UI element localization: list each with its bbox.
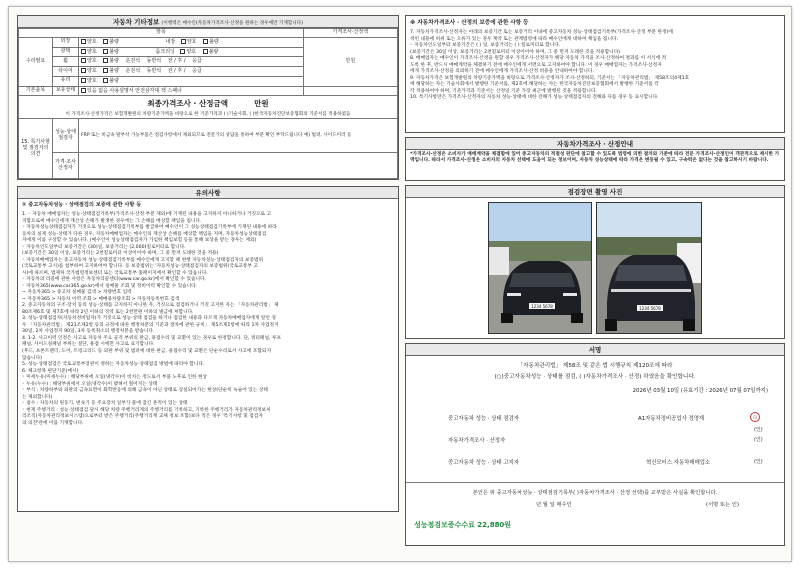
notice-line: 3. 성능·상태점검자(자동차정비업자)가 거짓으로 성능·상태 점검을 하거나 점검한 내용과 다르게 자동차매매업자에게 알린 경: [22, 316, 276, 322]
total-price-label: 최종가격조사 · 산정금액: [147, 99, 228, 109]
exterior-good-checkbox[interactable]: [81, 39, 86, 44]
warranty-line: 각 적용하여야 하며, 기준가격과 기준서는 산정일 기준 가장 최근에 발행된 것을 적용합니다.: [410, 88, 597, 94]
basic-items-text: 있음 없음 사용설명서 안전삼각대 잭 스패너: [87, 87, 182, 94]
vehicle-info-title: [18, 16, 398, 28]
notice-box: [17, 186, 399, 512]
perf-inspector-label: 성능·상태 점검자: [53, 119, 79, 153]
photo-plate-front: 1234 5678: [531, 304, 553, 309]
tire-spare-label: 응급: [192, 68, 202, 74]
price-guide-box: [405, 137, 785, 181]
vehicle-info-note: (이행력은 매수인(자동차가격조사·산정을 원하는 경우에만 기재합니다): [161, 21, 303, 26]
basic-items-checkbox[interactable]: [81, 88, 86, 93]
tire-driver-label: 운전석: [125, 68, 141, 74]
sign-date: 2026년 03월 10일 (유효기간 : 2026년 07월 07일까지): [632, 388, 768, 394]
price-guide-text: *가격조사·산정은 소비자가 매매계약을 체결함에 있어 중고자동차의 적절성 판단에 참고할 수 있도록 법령에 의한 절차와 기준에 따라 전문 가격조사·산정인이 객관적으로 제시한 가액입니다. 따라서 가격조사·산정은 소비자의 자동차 선택에 도움이 되는 정보이며, 자동차 성능상태에 따라 가격은 변동될 수 있고, 구속력은 없다는 것을 참고하시기 바랍니다.: [410, 152, 780, 164]
notice-line: 동차의 실제 성능·상태가 다른 경우, 자동차매매업자는 매수인의 재산상 손해를 배상할 책임을 지며, 자동차성능상태점검: [22, 231, 267, 237]
tire-passenger-label: 동반석: [146, 68, 162, 74]
notice-line: ◦ 현재 주행거리 : 성능·상태점검 당시 해당 차량 주행거리계의 주행거리를 기록하고, 기록한 주행거리가 자동차관리정보처: [22, 407, 271, 413]
inspector-stamp: 印: [750, 412, 760, 422]
row-roomclean-label: 룸크리닝: [155, 48, 175, 55]
notice-line: ◦ 자동차성능상태점검자가 거짓으로 성능·상태점검기록부를 발급하여 매수인이 그 성능상태점검기록부에 기재된 내용에 따라: [22, 225, 277, 231]
row-interior-label: 내장: [165, 38, 176, 45]
price-assessor-label: 가격·조사 산정자: [53, 153, 79, 179]
notice-line: 자에게 이를 구상할 수 있습니다. (매수인이 성능상태점검자가 가입한 책임보험 등을 통해 보상을 받는 경우는 제외): [22, 238, 257, 244]
head-item: 항목: [19, 29, 304, 38]
inspection-fee: 성능점검보증수수료 22,880원: [414, 521, 512, 529]
wheel-bad-checkbox[interactable]: [103, 58, 108, 63]
vehicle-info-title-text: 자동차 기타정보: [113, 18, 160, 26]
roomclean-good-checkbox[interactable]: [180, 49, 185, 54]
repair-group-label: 수리필요: [19, 37, 53, 86]
notifier-name: 혁신모터스 자동차매매업소: [646, 460, 711, 466]
notice-line: 지함으로써 매수인에게 재산상 손해가 발생한 경우에는 그 손해를 배상할 책임을 집니다.: [22, 218, 202, 224]
sign-law-line: 「자동차관리법」 제58조 및 같은 법 시행규칙 제120조에 따라: [517, 363, 673, 369]
interior-bad-checkbox[interactable]: [203, 39, 208, 44]
tire-good-checkbox[interactable]: [81, 68, 86, 73]
notice-line: ◦ 미세누유(미세누수) : 해당부위에 오일(냉각수)이 비치는 정도로서 부품 노후로 인한 현상: [22, 375, 208, 381]
total-price-row: [19, 96, 398, 119]
notice-line: 6. 체크항목 판단기준(예시): [22, 368, 79, 374]
perf-inspector-notes: FRP 또는 비금속 탈부착 가능부품은 점검사항에서 제외되므로 전문가의 상담을 통하여 부분 확인 부탁드립니다 예) 범퍼, 사이드미러 등: [79, 119, 398, 153]
tire-bad-checkbox[interactable]: [103, 68, 108, 73]
notice-line: ◦ 자동차의 리콜에 관한 사항은 자동차리콜센터(www.car.go.kr)에서 확인할 수 있습니다.: [22, 277, 207, 283]
interior-good-checkbox[interactable]: [181, 39, 186, 44]
price-warranty-box: [405, 15, 785, 133]
row-exterior-label: 외장: [53, 37, 79, 47]
sign-confirm-line: (○)중고자동차성능 · 상태를 점검, ( )자동차가격조사 · 산정) 하였음을 확인합니다.: [494, 374, 696, 380]
head-price: 가격조사·산정액: [303, 29, 397, 38]
notice-line: 80조제6호 및 제7호에 따라 2년 이하의 징역 또는 2천만원 이하의 벌금에 처합니다.: [22, 309, 194, 315]
assessor-label: 자동차가격조사 · 산정자: [448, 438, 506, 444]
exterior-bad-checkbox[interactable]: [103, 39, 108, 44]
photo-plate-rear: 1234 5678: [639, 306, 661, 311]
notice-line: 시)에 따르며, 법제처 국가법령정보센터 또는 국토교통부 홈페이지에서 확인할 수 있습니다.: [22, 270, 208, 276]
notice-title: 유의사항: [18, 187, 398, 199]
basic-items-label: 기본품목: [19, 86, 53, 96]
notice-line: 1. ◦ 자동차 매매업자는 성능·상태점검기록부(가격조사·산정 부분 제외)에 기재된 내용을 고지하지 아니하거나 거짓으로 고: [22, 212, 272, 218]
wheel-passenger-label: 동반석: [146, 58, 162, 65]
notice-line: ~ 자동차365 > 자동차 이력 조회 > 매매용차량조회 > 자동차등록번호 검색: [22, 296, 180, 302]
row-wheel-label: 휠: [53, 57, 79, 67]
warranty-line: 10. 특기사항란은 가격조사·산정자의 자동차 성능·상태에 대한 견해가 성능·상태점검자의 견해와 다를 경우 등 표시합니다.: [410, 95, 659, 101]
tire-frontrear-label: 전 / 후 /: [167, 68, 186, 74]
notice-line: (보증기간은 30일 이상, 보증거리는 2천킬로미터 이상이어야 하며, 그 중 먼저 도래한 것을 적용): [22, 251, 219, 257]
glass-good-checkbox[interactable]: [81, 78, 86, 83]
wheel-good-checkbox[interactable]: [81, 58, 86, 63]
notice-line: 않습니다): [22, 355, 42, 361]
row-glass-label: 유리: [53, 76, 79, 86]
roomclean-bad-checkbox[interactable]: [203, 49, 208, 54]
notice-line: ◦ 자동차매매업자는 중고자동차 성능·상태점검기록부를 매수인에게 고지할 때 현행 자동차성능·상태점검자의 보증범위: [22, 257, 264, 263]
warranty-line: 7. 자동차가격조사·산정자는 아래의 보증기간 또는 보증거리 이내에 중고자동차 성능·상태점검기록부(가격조사·산정 부분 한정)에: [410, 30, 673, 35]
row-exterior-options: 양호 불량 내장 양호 불량: [79, 37, 304, 47]
notifier-label: 중고자동차 성능 · 상태 고지자: [448, 460, 520, 466]
inspector-name: A1자동차정비공업사 정영재: [638, 416, 705, 422]
document-page: [8, 6, 792, 562]
photo-box: [405, 185, 785, 339]
wheel-frontrear-label: 전 / 후 /: [167, 58, 186, 65]
notice-line: ◦ 침수 : 자동차의 원동기, 변속기 등 주요장치 일부가 물에 잠긴 흔적이 있는 상태: [22, 401, 188, 407]
receipt-date: 년 월 일 매수인: [536, 502, 572, 508]
notice-line: 리조직(자동차관리정보시스템)으로부터 받은 주행거리(주행거리계 교체 정보 포함)보다 적은 경우 '특기사항 및 점검자: [22, 414, 263, 420]
warranty-line: 에 해당하는 자는 기술사회에서 발행한 기준서를, 제2호에 해당하는 자는 한국자동차진단보증협회에서 발행한 기준서를 각: [410, 82, 659, 88]
notice-line: 2. 중고자동차의 구조·장치 등의 성능·상태를 고지하지 아니한 자, 거짓으로 점검하거나 거짓 고지한 자는 「자동차관리법」 제: [22, 303, 279, 309]
total-price-footnote: 이 가격조사·산정가격은 보험개발원의 차량기준가액을 바탕으로 한 기준가격과 ( )기술사회, ( )한국자동차진단보증협회의 기준서를 적용하였음: [65, 111, 351, 117]
receipt-text: 본인은 위 중고자동차성능 · 상태점검기록부( )자동차가격조사 · 산정 선택)를 교부받은 사실을 확인합니다.: [472, 490, 718, 496]
inspection-photo-rear: [596, 202, 702, 334]
vehicle-info-table: [17, 15, 399, 180]
warranty-line: 적힌 내용에 허위 또는 오류가 있는 경우 계약 또는 관계법령에 따라 매수인에게 대하여 책임을 집니다.: [410, 36, 619, 42]
inspector-seal: (인): [754, 427, 763, 433]
notice-list: [18, 210, 398, 429]
signature-title: 서명: [406, 344, 784, 356]
left-column: [17, 15, 399, 553]
notice-line: ~ 자동차365 > 중고차 실매물 검색 > 차량번호 입력: [22, 290, 132, 296]
row-gloss-options: 양호 불량 룸크리닝 양호 불량: [79, 47, 304, 57]
assessor-seal: (인): [754, 437, 763, 443]
notice-line: ◦ 누유(누수) : 해당부위에서 오일(냉각수)이 맺혀서 떨어지는 상태: [22, 381, 158, 387]
notifier-seal: (인): [754, 459, 763, 465]
receipt-signature: (서명 또는 인): [706, 502, 740, 508]
row-gloss-label: 광택: [53, 47, 79, 57]
notice-line: (후드, 프론트펜더, 도어, 트렁크리드 등 외판 부위 및 범퍼에 대한 판금, 용접수리 및 교환은 단순수리로서 사고에 포함되지: [22, 348, 271, 354]
gloss-good-checkbox[interactable]: [81, 49, 86, 54]
inspection-photo-front: [488, 202, 592, 334]
photo-title: 점검장면 촬영 사진: [406, 186, 784, 198]
notice-line: 우 「자동차관리법」 제21조제2항 등의 규정에 따른 행정처분의 기준과 절차에 관한 규칙」 제5조제1항에 따라 1차 사업정지: [22, 322, 279, 328]
warranty-line: 9. 자동차가격은 보험개발원의 차량기준가액을 바탕으로 가격조사·산정자가 조사·산정하되, 기준서는 「자동차관리법」 제58조의4제1호: [410, 75, 690, 81]
wheel-spare-label: 응급: [192, 58, 202, 65]
wheel-driver-label: 운전석: [125, 58, 141, 65]
price-guide-title: 자동차가격조사 · 산정안내: [406, 138, 784, 150]
warranty-line: 에게 가격조사·산정을 의뢰하기 전에 매수인에게 가격조사·산정 비용을 안내하여야 합니다.: [410, 69, 594, 75]
right-column: [405, 15, 785, 553]
special-notes-label: 15. 특기사항 및 점검자의 의견: [19, 119, 53, 179]
basic-owned-label: 보유상태: [53, 86, 79, 96]
row-tire-label: 타이어: [53, 67, 79, 77]
notice-line: ◦ 자동차인도일부터 보증기간은 (30)일, 보증거리는 (2,000)킬로미터로 합니다.: [22, 244, 186, 250]
notice-line: (국토교통부 고시)를 첨부하여 고지하여야 합니다. 동 보증범위는 '자동차성능·상태점검자의 보증범위(국토교통부 고: [22, 264, 258, 270]
total-price-unit: 만원: [254, 99, 269, 109]
warranty-line: 8. 매매업자는 매수인이 가격조사·산정을 원할 경우 가격조사·산정자가 해당 자동차 가격을 조사·산정하여 결과를 이 서식에 적: [410, 56, 667, 62]
notice-subtitle: ① 중고자동차성능 · 상태점검의 보증에 관한 사항 등: [22, 202, 142, 209]
row-tire-options: 양호 불량 운전석 동반석 전 / 후 / 응급: [79, 67, 304, 77]
row-wheel-options: 양호 불량 운전석 동반석 전 / 후 / 응급: [79, 57, 304, 67]
repair-price-cell: 만원: [303, 37, 397, 86]
notice-line: ◦ 부식 : 차량하부와 외판의 금속표면이 화학반응에 의해 금속이 아닌 상태로 상실되어가는 현상(단순히 녹슬어 있는 상태: [22, 388, 268, 394]
price-warranty-title: ※ 자동차가격조사 · 산정의 보증에 관한 사항 등: [410, 20, 529, 26]
warranty-line: (보증기간은 30일 이상, 보증거리는 2천킬로미터 이상이어야 하며, 그 중 먼저 도래한 것을 적용합니다): [410, 49, 621, 55]
warranty-line: ◦ 자동차인도일부터 보증기간은 ( ) 일, 보증거리는 ( ) 킬로미터로 합니다.: [410, 43, 561, 49]
notice-line: 4. 1·2. 사고이력 인정은 사고로 자동차 주요 골격 부위의 판금, 용접수리 및 교환이 있는 경우로 한정합니다. 단, 쿼터패널, 루프: [22, 335, 282, 341]
basic-items-options: [79, 86, 304, 96]
notice-line: 는 제외합니다): [22, 394, 53, 400]
signature-box: [405, 343, 785, 546]
notice-line: ◦ 자동차365(www.car365.go.kr)에서 실매물 조회 및 정비이력 확인할 수 있습니다.: [22, 283, 198, 289]
row-glass-options: 양호 불량: [79, 76, 304, 86]
notice-line: 의 의견'란에 이를 기재합니다.: [22, 420, 84, 426]
notice-line: 5. 성능·상태점검은 국토교통부장관이 정하는 자동차성능·상태점검 방법에 따라야 합니다.: [22, 362, 205, 368]
notice-line: 패널, 사이드실패널 부위는 절단, 용접 시에만 사고로 표기합니다.: [22, 342, 155, 348]
gloss-bad-checkbox[interactable]: [103, 49, 108, 54]
price-warranty-list: [406, 28, 784, 104]
warranty-line: 도록 한 후, 반드시 매매계약을 체결하기 전에 매수인에게 서면으로 고지하여야 합니다. 이 경우 매매업자는 가격조사·산정자: [410, 62, 662, 68]
inspector-label: 중고자동차 성능 · 상태 점검자: [448, 416, 520, 422]
notice-line: 30일, 2차 사업정지 90일, 3차 등록취소의 행정처분을 받습니다.: [22, 329, 155, 335]
glass-bad-checkbox[interactable]: [103, 78, 108, 83]
